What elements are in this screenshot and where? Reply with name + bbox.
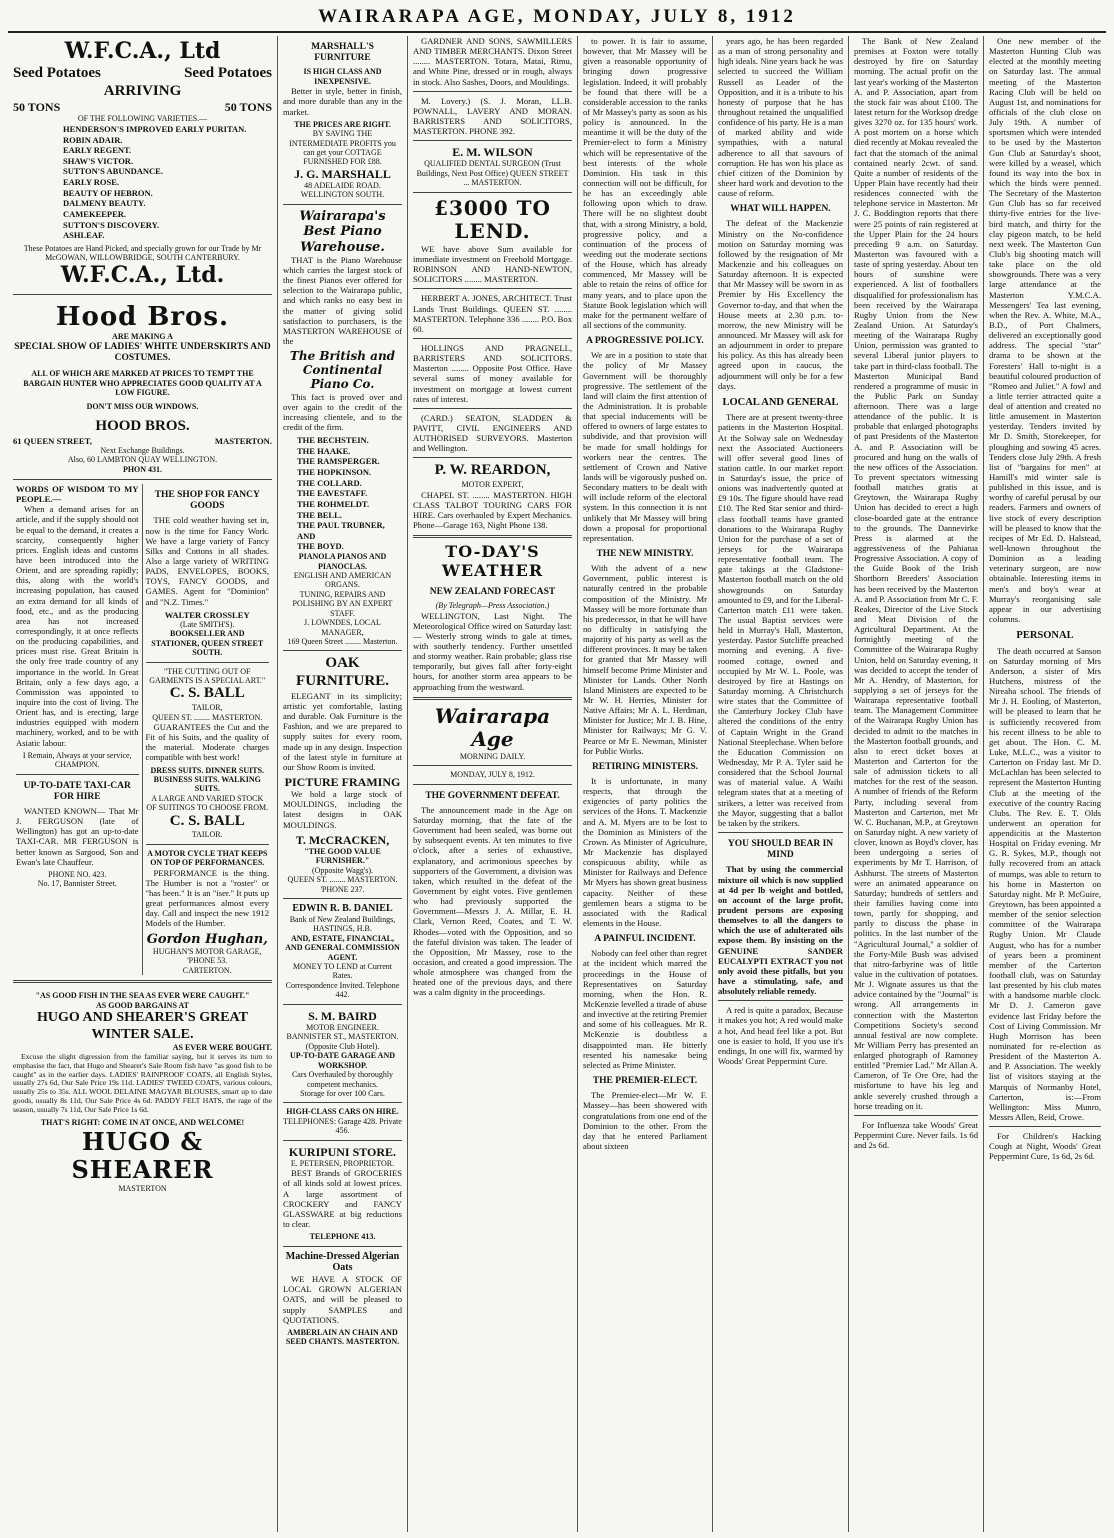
taxi-address: No. 17, Bannister Street.: [37, 879, 117, 889]
defeat-title: THE GOVERNMENT DEFEAT.: [425, 790, 560, 801]
divider: [413, 140, 572, 141]
piano-brand-item: THE EAVESTAFF.: [297, 488, 368, 499]
variety-item: DALMENY BEAUTY.: [63, 198, 146, 209]
piano-fact: This fact is proved over and over again to the credit of the increasing clientele, and to the credit of the firm.: [283, 391, 402, 433]
wilson-trade: QUALIFIED DENTAL SURGEON (Trust Buildings, Next Post Office) QUEEN STREET ... MASTERTON.: [416, 159, 569, 188]
reardon-text: CHAPEL ST. ........ MASTERTON. HIGH CLASS TALBOT TOURING CARS FOR HIRE. Cars overhauled by Expert Mechanics. Phone—Garage 163, Night Phone 138.: [413, 489, 572, 530]
baird-trade: MOTOR ENGINEER.: [306, 1022, 379, 1032]
influenza-note: For Influenza take Woods' Great Peppermint Cure. Never fails. 1s 6d and 2s 6d.: [854, 1119, 978, 1151]
baird-name: S. M. BAIRD: [308, 1008, 377, 1023]
hugo-ad: [13, 988, 272, 1199]
marshall-saving: BY SAVING THE INTERMEDIATE PROFITS you can get your COTTAGE FURNISHED FOR £88.: [289, 129, 396, 167]
happen-text: The defeat of the Mackenzie Ministry on the No-confidence motion on Saturday morning was followed by the resignation of Mr Mackenzie and his colleagues on Saturday afternoon. It is expected that Mr Massey will be sworn in as Premier by His Excellency the Governor to-day, and that when the House meets at 2.30 p.m. to-morrow, the new Ministry will be announced. Mr Massey will ask for an adjournment in order to prepare his policy. As this has already been agreed upon in caucus, the adjournment will only be for a few days.: [718, 218, 843, 391]
piano-tuning: TUNING, REPAIRS AND POLISHING BY AN EXPERT STAFF.: [292, 589, 393, 618]
paper-sub: MORNING DAILY.: [459, 751, 526, 761]
baird-storage: Storage for over 100 Cars.: [300, 1088, 385, 1098]
motor-title: A MOTOR CYCLE THAT KEEPS ON TOP OF PERFORMANCES.: [147, 848, 268, 868]
divider: [413, 408, 572, 409]
c7-main-text: One new member of the Masterton Hunting Club was elected at the monthly meeting on Saturday last. The annual meeting of the Masterton Racing Club will be held on August 1st, and nominations for officials of the club close on July 19th. A number of sportsmen which were intended to be used by the Masterton Gun Club at Saturday's shoot, were killed by a weasel, which found its way into the box in which the birds were penned. The Secretary of the Masterton Gun Club has so far received thirty-five entries for the live-bird match, and thirty for the clay pigeon match, to be held next week. The Masterton Gun Club's big shooting match will take place on the old showgrounds. There was a very large attendance at the Masterton Y.M.C.A. Messengers' Tea last evening, when the Rev. A. White, M.A., B.D., of Port Chalmers, delivered an exceptionally good address. The special "star" drama to be shown at the Foresters' Hall to-night is a beautiful coloured production of "Romeo and Juliet." A fowl and a little terrier attracted quite a deal of attention and created no little amusement in Masterton yesterday. Tenders invited by Mr D. Smith, Storekeeper, for ploughing and sowing 45 acres. Tenders close July 29th. A fresh list of "bargains for men" at Hamill's mid winter sale is published in this issue, and is worthy of careful perusal by our readers. Farmers and owners of live stock of every description will be pleased to know that the recipes of Mr Ed. D. Halstead, well-known throughout the Dominion as a leading veterinary surgeon, are now obtainable. Interesting items in men's and boy's wear at Murray's reorganising sale appear in our advertising columns.: [989, 36, 1101, 625]
daniel-trade: AND, ESTATE, FINANCIAL, AND GENERAL COMMISSION AGENT.: [285, 933, 400, 962]
column-3: [408, 36, 578, 1532]
personal-title: PERSONAL: [1016, 630, 1074, 642]
progressive-title: A PROGRESSIVE POLICY.: [586, 336, 704, 347]
happen-title: WHAT WILL HAPPEN.: [730, 204, 831, 215]
divider: [146, 662, 270, 663]
weather-tel: (By Telegraph—Press Association.): [435, 601, 550, 611]
varieties-list: [13, 124, 272, 241]
piano-organs: PIANOLA PIANOS AND PIANOCLAS.: [298, 552, 387, 571]
divider: [413, 535, 572, 538]
hood-also: Also, 60 LAMBTON QUAY WELLINGTON.: [67, 455, 218, 465]
premier-text: The Premier-elect—Mr W. F. Massey—has been showered with congratulations from one end of the Dominion to the other. From the day that he entered Parliament about sixteen: [583, 1090, 707, 1151]
seed-right: Seed Potatoes: [184, 64, 272, 81]
piano-brand-item: THE HAAKE.: [297, 445, 351, 456]
bear-text: That by using the commercial mixture oil which is now supplied at 4d per lb weight and bottled, on account of the large profit, prudent persons are exposing themselves to all the dangers to which the use of adulterated oils expose them. By insisting on the GENUINE SANDER EUCALYPTI EXTRACT you not only avoid these pitfalls, but you have a stimulating, safe, and absolutely reliable remedy.: [718, 864, 843, 997]
potato-note: These Potatoes are Hand Picked, and specially grown for our Trade by Mr McGOWAN, WILLOWBRIDGE, SOUTH CANTERBURY.: [23, 243, 262, 263]
hood-title: Hood Bros.: [55, 301, 230, 332]
bear-title: YOU SHOULD BEAR IN MIND: [727, 838, 834, 861]
kuripuni-text: BEST Brands of GROCERIES of all kinds sold at lowest prices. A large assortment of CROCKERY and FANCY GLASSWARE at big reductions to clear.: [283, 1168, 402, 1230]
ball-name: C. S. BALL: [169, 685, 245, 702]
words-text: When a demand arises for an article, and if the supply should not be equal to the demand, it creates a scarcity, consequently higher prices. English ideas and customs have been introduced into the Orient, and are spreading rapidly; this, along with the world's increasing population, has caused an extra demand for all kinds of food, etc., and as the producing area has not increased correspondingly, it at once reflects on the producing capabilities, and prices must rise. Great Britain is the only free trade country of any importance in the world. In Great Britain, only a few days ago, a Commission was appointed to inquire into the cost of living. The Orient has, and is erecting, large industries equipped with modern machinery, worked, and to be with Asiatic labour.: [16, 504, 139, 748]
wfca-title: W.F.C.A., Ltd: [64, 38, 221, 64]
picture-title: PICTURE FRAMING: [284, 774, 401, 789]
ball-street: QUEEN ST. ........ MASTERTON.: [152, 712, 263, 722]
wfca-ad: [13, 36, 272, 295]
weather-text: WELLINGTON, Last Night. The Meteorological Office wired on Saturday last:— Westerly strong winds to gale at times, with southerly tendency. Further unsettled and stormy weather. Rain probable; glass rise temporarily, but gives fall after forty-eight hours, for another storm area appears to be approaching from the westward.: [413, 610, 572, 692]
mccracken-opp: (Opposite Wagg's).: [311, 865, 374, 875]
divider: [283, 1246, 402, 1247]
words-title: WORDS OF WISDOM TO MY PEOPLE.—: [16, 484, 139, 505]
hood-street: 61 QUEEN STREET,: [13, 435, 92, 446]
variety-item: CAMEKEEPER.: [63, 208, 127, 219]
lend-text: WE have above Sum available for immediate investment on Freehold Mortgage. ROBINSON AND HAND-NEWTON, SOLICITORS ........ MASTERTON.: [413, 243, 572, 285]
divider: [283, 898, 402, 899]
ball-tag: "THE CUTTING OUT OF GARMENTS IS A SPECIAL ART.": [149, 666, 266, 686]
oats-text: WE HAVE A STOCK OF LOCAL GROWN ALGERIAN OATS, and will be pleased to supply SAMPLES and QUOTATIONS.: [283, 1274, 402, 1325]
progressive-text: We are in a position to state that the policy of Mr Massey Government will be thoroughly progressive. The settlement of the land will claim the first attention of the Administration. It is probable that special inducements will be offered to owners of large estates to subdivide, and that provision will be made for small holdings for workers near the centres. The settlement of Crown and Native lands will be vigorously pushed on. Secondary matters to be dealt with will include reform of the electoral system. In this connection it is not unlikely that Mr Massey will bring down a proposal for proportional representation.: [583, 350, 707, 543]
retiring-title: RETIRING MINISTERS.: [591, 761, 699, 772]
divider: [283, 1140, 402, 1141]
hugo-text: Excuse the slight digression from the familiar saying, but it serves its turn to emphasise the fact, that Hugo and Shearer's Sale Room fish have "as good fish to be caught" as in the earlier days. LADIES' RAINPROOF COATS, all English Styles, usually 27s 6d, Our Sale Price 19s 11d. LADIES' TWEED COATS, various colours, usually 25s to 35s. ALL WOOL DELAINE MAGYAR BLOUSES, smart up to date goods, usually 8s 11d, Our Sale Price 4s 6d. PADDY FELT HATS, the rage of the season, usually 7s 11d, Our Sale Price 1s 6d.: [13, 1051, 272, 1115]
wfca-footer: W.F.C.A., Ltd.: [60, 261, 225, 288]
varieties-intro: OF THE FOLLOWING VARIETIES.—: [77, 114, 208, 124]
divider: [13, 980, 272, 983]
seed-left: Seed Potatoes: [13, 64, 101, 81]
piano-co: The British and Continental Piano Co.: [289, 349, 396, 392]
column-4: [578, 36, 713, 1532]
reardon-trade: MOTOR EXPERT,: [461, 480, 524, 490]
fish-bargains: AS GOOD BARGAINS AT: [96, 1000, 189, 1010]
piano-brand-item: THE HOPKINSON.: [297, 467, 372, 478]
kuripuni-phone: TELEPHONE 413.: [309, 1232, 376, 1242]
c5-main-text: years ago, he has been regarded as a man of strong personality and high ideals. Nine years back he was selected to succeed the William Russell as Leader of the Opposition, and it is a tribute to his honesty of purpose that he has throughout retained the unqualified confidence of his party. He is a man of marked ability and wide sympathies, with a natural adherence to all that savours of corruption. He has won his place as chief citizen of the Dominion by sheer hard work and devotion to the cause of reform.: [718, 36, 843, 199]
divider: [16, 774, 139, 775]
divider: [283, 204, 402, 205]
piano-title: Wairarapa's Best Piano Warehouse.: [299, 208, 386, 255]
piano-brand-item: THE ROHMELDT.: [297, 498, 370, 509]
piano-english: ENGLISH AND AMERICAN ORGANS.: [293, 570, 392, 590]
ministry-text: With the advent of a new Government, public interest is naturally centred in the probable composition of the Ministry. Mr Massey will be more fortunate than his predecessor, in that he will have no difficulty in satisfying the majority of his party as well as the different provinces. It may be taken for granted that Mr Massey will himself become Prime Minister and Minister for Lands. Other North Island Ministers are expected to be Mr W. H. Herries, Minister for Native Affairs; Mr A. L. Herdman, Minister for Justice; Mr J. B. Hine, Minister for Railways; Mr G. V. Pearce or Mr E. Newman, Minister for Public Works.: [583, 563, 707, 756]
tons-left: 50 TONS: [13, 100, 61, 115]
col1-left: [13, 484, 143, 975]
wilson-name: E. M. WILSON: [452, 145, 533, 160]
divider: [854, 1115, 978, 1116]
column-5: [713, 36, 849, 1532]
moran-ad: M. Lovery.) (S. J. Moran, LL.B. POWNALL, LAVERY AND MORAN. BARRISTERS AND SOLICITORS, MASTERTON. PHONE 392.: [413, 95, 572, 137]
daniel-bank: Bank of New Zealand Buildings,: [289, 914, 396, 924]
tons-right: 50 TONS: [224, 100, 272, 115]
piano-manager: J. LOWNDES, LOCAL MANAGER,: [304, 618, 381, 637]
column-7: [984, 36, 1106, 1532]
hood-windows: DON'T MISS OUR WINDOWS.: [86, 402, 199, 412]
weather-title: TO-DAY'S WEATHER: [441, 542, 544, 581]
daniel-name: EDWIN R. B. DANIEL: [292, 903, 393, 915]
variety-item: ROBIN ADAIR.: [63, 134, 123, 145]
c4-main-text: to power. It is fair to assume, however, that Mr Massey will be given a reasonable opportunity of bringing down progressive legislation. Indeed, it will probably be found that there will be a considerable accession to the ranks of Mr Massey's party as soon as his policy is announced. In the meantime it will be the duty of the Premier-elect to form a Ministry which will be representative of the best interests of the whole Dominion. His task in this connection will not be difficult, for he has an exceedingly able following upon which to draw. There will be no slightest doubt that, with a strong Ministry, a bold, progressive policy, and a continuation of the process of weeding out the moderate sections of the House, which has already commenced, Mr Massey will be able to retain the reins of office for many years, and to place upon the Statute Book legislation which will make for the permanent welfare of all sections of the community.: [583, 36, 707, 330]
col1-right: [143, 484, 273, 975]
daniel-money: MONEY TO LEND at Current Rates.: [293, 962, 392, 981]
lend-title: £3000 TO LEND.: [434, 195, 551, 244]
taxi-phone: PHONE NO. 423.: [48, 869, 107, 879]
c6-main-text: The Bank of New Zealand premises at Foxton were totally destroyed by fire on Saturday morning. The actual profit on the last year's working of the Masterton A. and P. Association, apart from the stock fair was about £100. The latest return for the Worksop dredge gives 3270 oz. for 135 hours' work. A post mortem on a horse which died recently at Mokau revealed the fact that the stomach of the animal contained nearly 2cwt. of sand. Quite a number of residents of the Upper Plain have recently had their residences connected with the telephone service in Masterton. Mr J. C. Boddington reports that there were 25 points of rain registered at the Upper Plain for the 24 hours preceding 9 a.m. on Saturday. Masterton was favoured with a taste of spring yesterday. About ten hours of sunshine were experienced. A list of footballers disqualified for professionalism has been received by the Wairarapa Rugby Union from the New Zealand Union. At Saturday's meeting of the Wairarapa Rugby Union, permission was granted to several Liberal junior players to take part in third-class football. The Masterton Municipal Band rendered a programme of music in the Public Park on Sunday afternoon. There was a large attendance of the public. It is probable that enlarged photographs of past Presidents of the Masterton A. and P. Association will be procured and hung on the walls of the new offices of the Association. To prevent spectators witnessing football matches gratis at Greytown, the Wairarapa Rugby Union has decided to erect a high close-boarded gate at the entrance to the grounds. The Dannevirke Press is alarmed at the aggressiveness of the Pahiatua Progressive Association. A copy of the Guide Book of the Irish Shorthorn Breeders' Association has been received by the Masterton A. and P. Association from Mr C. F. Reakes, Director of the Live Stock and Meat Division of the Agricultural Department. At the fortnightly meeting of the Committee of the Wairarapa Rugby Union, held on Saturday evening, it was decided to accept the tender of Mr A. Hendry, of Masterton, for supplying a set of jerseys for the Wairarapa representative football team. The Management Committee of the Wairarapa Rugby Union has decided to admit to the matches in the Masterton football grounds, and also to erect ticket boxes at Masterton and Carterton for the sale of admission tickets to all matches for the rest of the season. A number of friends of the Reform Party, including several from Masterton and Carterton, met Mr W. C. Buchanan, M.P., at Greytown on Saturday night. A new variety of clover, known as Boyd's clover, has been undergoing a series of experiments by Mr T. Harrison, of Ashhurst. The streets of Masterton were an animated appearance on Saturday; hundreds of settlers and their families having come into town, partly for shopping, and partly to discuss the phase in politics. In the last number of the "Agricultural Journal," a soldier of the Forty-Mile Bush was advised that nitro-farbyrine was of little value in the cultivation of potatoes. Mr J. Wignate assures us that the advice contained by the "Journal" is wrong. All arrangements in connection with the Masterton Competitions Society's second annual festival are now complete. Mr William Perry has presented an enlarged photograph of Ramoney entitled "Premier Lad." Mr Allan A. Cameron, of Te Ore Ore, had the misfortune to have his leg and ankle severely crushed through a horse treading on it.: [854, 36, 978, 1111]
masthead: WAIRARAPA AGE, MONDAY, JULY 8, 1912: [8, 6, 1106, 33]
premier-title: THE PREMIER-ELECT.: [592, 1076, 698, 1087]
divider: [718, 832, 843, 833]
oats-title: Machine-Dressed Algerian Oats: [285, 1250, 400, 1274]
local-title: LOCAL AND GENERAL: [722, 396, 839, 408]
column-6: [849, 36, 984, 1532]
piano-addr: 169 Queen Street ........ Masterton.: [287, 637, 398, 647]
shop-title: THE SHOP FOR FANCY GOODS: [154, 490, 260, 512]
marshall-name: J. G. MARSHALL: [294, 166, 391, 181]
hood-phone: PHON 431.: [122, 464, 163, 474]
marshall-prices: THE PRICES ARE RIGHT.: [294, 119, 391, 129]
hughan-name: Gordon Hughan,: [146, 931, 268, 947]
divider: [413, 697, 572, 700]
variety-item: EARLY REGENT.: [63, 145, 132, 156]
seed-row: [13, 65, 272, 83]
ball-tailor-2: TAILOR.: [191, 830, 223, 840]
defeat-text: The announcement made in the Age on Saturday morning, that the fate of the Government had been sealed, was borne out by subsequent events. At ten minutes to five o'clock, after a series of exhaustive, explanatory, and acrimonious speeches by supporters of the Government, a division was taken, which resulted in the defeat of the Government by eight votes. Five gentlemen who had previously supported the Government—Messrs J. A. Millar, E. H. Clark, Vernon Reed, Coates, and T. W. Rhodes—voted with the Opposition, and so the fateful division was taken. The leader of the Opposition, Mr Massey, rose to the occasion, and created a good impression. The whole atmosphere was changed from the heated one of the previous days, and there was a calm dignity in the proceedings.: [413, 804, 572, 998]
marshall-sub: IS HIGH CLASS AND INEXPENSIVE.: [303, 67, 382, 86]
divider: [283, 650, 402, 651]
mccracken-addr: QUEEN ST. ........ MASTERTON.: [287, 875, 398, 885]
tons-row: [13, 100, 272, 114]
kuripuni-owner: E. PETERSEN, PROPRIETOR.: [290, 1158, 395, 1168]
divider: [413, 338, 572, 339]
cough-note: For Children's Hacking Cough at Night, Woods' Great Peppermint Cure, 1s 6d, 2s 6d.: [989, 1131, 1101, 1162]
riddle: A red is quite a paradox, Because it makes you hot; A red would make a hot, And head feel like a pot. But one is easier to hold, If you use it's endings, In one will fix, warmed by Woods' Great Peppermint Cure.: [718, 1005, 843, 1066]
hugo-town: MASTERTON: [118, 1184, 167, 1194]
divider: [989, 1126, 1101, 1127]
baird-addr: BANNISTER ST., MASTERTON. (Opposite Club Hotel).: [286, 1032, 399, 1051]
hugo-sub: AS EVER WERE BOUGHT.: [172, 1043, 272, 1053]
piano-brand-item: THE BECHSTEIN.: [297, 435, 369, 446]
kuripuni-title: KURIPUNI STORE.: [288, 1144, 397, 1159]
retiring-text: It is unfortunate, in many respects, that through the exigencies of party politics the services of the Hons. T. Mackenzie and A. M. Myers are to be lost to the Dominion as Ministers of the Crown. As Minister of Agriculture, Mr Mackenzie has displayed conspicuous ability, while as Minister for Railways and Defence Mr Myers has shown great business capacity. Neither of these gentlemen bears a stigma to be associated with the Radical elements in the House.: [583, 776, 707, 928]
oak-title: OAK FURNITURE.: [296, 655, 389, 690]
hood-address-row: [13, 436, 272, 446]
ministry-title: THE NEW MINISTRY.: [596, 548, 694, 559]
crossley-name: WALTER CROSSLEY: [164, 609, 250, 620]
divider: [413, 91, 572, 92]
divider: [283, 1004, 402, 1005]
divider: [413, 288, 572, 289]
seaton-ad: (CARD.) SEATON, SLADDEN & PAVITT, CIVIL ENGINEERS AND AUTHORISED SURVEYORS. Masterton and Wellington.: [413, 412, 572, 454]
column-2: [278, 36, 408, 1532]
mccracken-tag: "THE GOOD VALUE FURNISHER.": [304, 846, 381, 866]
piano-brand-item: THE BELL.: [297, 509, 342, 520]
divider: [413, 457, 572, 458]
marshall-title: MARSHALL'S FURNITURE: [311, 42, 374, 64]
hire-phones: TELEPHONES: Garage 428. Private 456.: [283, 1116, 402, 1136]
shop-text: THE cold weather having set in, now is the time for Fancy Work. We have a large variety of Fancy Silks and Cottons in all shades. Also a large variety of WRITING PADS, ENVELOPES, BOOKS, TOYS, FANCY GOODS, and GAMES. Agent for "Dominion" and "N.Z. Times.": [145, 515, 269, 607]
hood-marked: ALL OF WHICH ARE MARKED AT PRICES TO TEMPT THE BARGAIN HUNTER WHO APPRECIATES GOOD QUALITY AT A LOW FIGURE.: [23, 369, 262, 398]
paper-title: Wairarapa Age: [434, 703, 551, 752]
hood-name: HOOD BROS.: [95, 417, 190, 434]
hollings-ad: HOLLINGS AND PRAGNELL, BARRISTERS AND SOLICITORS. Masterton ........ Opposite Post Office. Have several sums of money available for investment on mortgage at lowest current rates of interest.: [413, 343, 572, 404]
marshall-addr: 48 ADELAIDE ROAD.: [304, 181, 381, 191]
divider: [283, 1102, 402, 1103]
variety-item: SUTTON'S ABUNDANCE.: [63, 166, 163, 177]
hood-making: ARE MAKING A: [112, 332, 173, 342]
piano-brand-item: THE RAMSPERGER.: [297, 456, 380, 467]
piano-brand-item: THE PAUL TRUBNER, AND: [297, 520, 385, 541]
hugo-logo: HUGO & SHEARER: [71, 1126, 214, 1185]
piano-text: THAT is the Piano Warehouse which carries the largest stock of the finest Pianos ever offered for selection to the Wairarapa public, and which ranks no easy best in the matter of giving solid satisfaction to purchasers, is the MASTERTON WAREHOUSE of the: [283, 254, 402, 347]
picture-text: We hold a large stock of MOULDINGS, including the latest designs in OAK MOULDINGS.: [283, 789, 402, 830]
ball-text: GUARANTEES the Cut and the Fit of his Suits, and the quality of the material. Moderate charges compatible with best work!: [145, 722, 269, 763]
personal-text: The death occurred at Sanson on Saturday morning of Mrs Anderson, a sister of Mrs Hutchens, mistress of the Nireaha school. The friends of Mr J. H. Eooling, of Masterton, will be pleased to learn that he is sufficiently recovered from his recent illness to be able to get about. The Hon. C. M. Luke, M.L.C., was a visitor to Carterton on Friday last. Mr D. McLachlan has been selected to represent the Masterton Hunting Club at the meeting of the executive of the country Racing Clubs. The Rev. E. T. Olds underwent an operation for appendicitis at the Masterton Hospital on Friday evening. Mr G. R. Sykes, M.P., though not fully recovered from an attack of mumps, was able to return to his home in Masterton on Saturday night. Mr P. McGuire, Greytown, has been appointed a member of the senior selection committee of the Wairarapa Rugby Union. Mr Claude August, who has for a number of years been a prominent member of the Carterton football club, was on Saturday last presented by his club mates with a handsome marble clock. Mr D. J. Cameron gave evidence last Friday before the Cost of Living Commission. Mr Hugh Morrison has been nominated for re-election as President of the Masterton A. and P. Association. The weekly list of visitors staying at the Marquis of Normanby Hotel, Carterton, is:—From Wellington: Miss Munro, Messrs Allen, Reid, Crowe.: [989, 645, 1101, 1122]
taxi-text: WANTED KNOWN— That Mr J. FERGUSON (late of Wellington) has got an up-to-date TAXI-CAR. MR FERGUSON is better known as Sargood, Son and Ewan's late Chauffeur.: [16, 805, 139, 867]
divider: [413, 192, 572, 193]
variety-item: ASHLEAF.: [63, 230, 105, 241]
crossley-late: (Late SMITH'S).: [180, 619, 235, 629]
marshall-town: WELLINGTON SOUTH.: [300, 190, 385, 200]
oats-firm: AMBERLAIN AN CHAIN AND SEED CHANTS. MASTERTON.: [285, 1327, 400, 1347]
baird-garage: UP-TO-DATE GARAGE AND WORKSHOP.: [289, 1051, 396, 1070]
variety-item: SHAW'S VICTOR.: [63, 155, 134, 166]
ball-stock: A LARGE AND VARIED STOCK OF SUITINGS TO CHOOSE FROM.: [146, 793, 269, 813]
piano-brands: [283, 435, 402, 552]
baird-cars: Cars Overhauled by thoroughly competent mechanics.: [291, 1070, 394, 1089]
taxi-title: UP-TO-DATE TAXI-CAR FOR HIRE: [23, 780, 131, 802]
hughan-town: CARTERTON.: [182, 965, 232, 975]
arriving: ARRIVING: [103, 82, 182, 99]
divider: [413, 784, 572, 785]
hughan-phone: 'PHONE 53.: [187, 956, 228, 966]
daniel-town: HASTINGS, H.B.: [313, 924, 372, 934]
painful-text: Nobody can feel other than regret at the incident which marred the proceedings in the House of Representatives on Saturday morning, when the Hon. R. McKenzie levelled a tirade of abuse and invective at the retiring Premier and some of his colleagues. Mr R. McKenzie is doubtless a disappointed man. He bitterly resented his namesake being selected as Prime Minister.: [583, 948, 707, 1070]
crossley-trade: BOOKSELLER AND STATIONER, QUEEN STREET SOUTH.: [151, 629, 264, 658]
ball-tailor: TAILOR,: [191, 703, 223, 713]
daniel-corr: Correspondence Invited. Telephone 442.: [285, 980, 400, 1000]
variety-item: HENDERSON'S IMPROVED EARLY PURITAN.: [63, 123, 247, 134]
divider: [413, 765, 572, 766]
local-text: There are at present twenty-three patients in the Masterton Hospital. At the Solway sale on Wednesday next the Associated Auctioneers will offer several good lines of station cattle. In our market report in Saturday's issue, the price of onions was inadvertently quoted at £9 10s. The figure should have read £10. The Red Star senior and third-class football teams have granted donations to the Wairarapa Rugby Union for the purchase of a set of jerseys for the Wairarapa representative football team. The gate takings at the Gladstone-Masterton football match on the old showgrounds on Saturday amounted to £9, and for the Liberal-Carterton match £11 were taken. The usual Baptist services were held in Murray's Hall, Masterton, yesterday. Pastor Sutcliffe preached morning and evening. A five-roomed cottage, owned and occupied by Mr W. L. Poole, was destroyed by fire at Hastings on Saturday morning. A Christchurch wire states that the Committee of the Canterbury Jockey Club have altered the conditions of the entry of Captain Wright in the Grand National Steeplechase. When before the Education Commission on Wednesday, Mr P. A. Tyler said he considered that the School Journal was of material value. A Waihi telegram states that at a meeting of strikers, a letter was received from the Mayor, suggesting that a ballot be taken by the strikers.: [718, 412, 843, 828]
ball-suits: DRESS SUITS. DINNER SUITS. BUSINESS SUITS. WALKING SUITS.: [150, 765, 265, 794]
piano-brand-item: THE COLLARD.: [297, 477, 362, 488]
hughan-garage: HUGHAN'S MOTOR GARAGE,: [152, 946, 262, 956]
piano-brand-item: THE BOYD.: [297, 541, 344, 552]
motor-text: PERFORMANCE is the thing. The Humber is not a "roster" or "has been." It is an "iser." It puts up great performances almost every day. Call and inspect the new 1912 Models of the Humber.: [145, 867, 269, 929]
words-sign: I Remain, Always at your service, CHAMPION.: [22, 750, 132, 770]
col1-split: [13, 484, 272, 975]
columns: [8, 36, 1106, 1532]
variety-item: BEAUTY OF HEBRON.: [63, 187, 153, 198]
jones-ad: HERBERT A. JONES, ARCHITECT. Trust Lands Trust Buildings. QUEEN ST. ........ MASTERTON. Telephone 336 ........ P.O. Box 60.: [413, 293, 572, 334]
fish-tag: "AS GOOD FISH IN THE SEA AS EVER WERE CAUGHT.": [35, 991, 250, 1001]
hood-special: SPECIAL SHOW OF LADIES' WHITE UNDERSKIRTS AND COSTUMES.: [14, 341, 271, 363]
oak-text: ELEGANT in its simplicity; artistic yet comfortable, lasting and durable. Oak Furniture is the Fashion, and we are prepared to supply suites for every room, made up in any design. Inspection of the latest style in furniture at our Show Room is invited.: [283, 690, 402, 772]
ball-name-2: C. S. BALL: [169, 812, 245, 829]
mccracken-name: T. McCRACKEN,: [295, 832, 390, 847]
divider: [146, 844, 270, 845]
variety-item: EARLY ROSE.: [63, 177, 120, 188]
hire-title: HIGH-CLASS CARS ON HIRE.: [286, 1107, 399, 1117]
gardner-ad: GARDNER AND SONS, SAWMILLERS AND TIMBER MERCHANTS. Dixon Street ........ MASTERTON. Totara, Matai, Rimu, and White Pine, dressed or in rough, always in stock. Also Sashes, Doors, and Mouldings.: [413, 36, 572, 87]
hugo-come: THAT'S RIGHT: COME IN AT ONCE, AND WELCOME!: [40, 1118, 245, 1128]
painful-title: A PAINFUL INCIDENT.: [594, 934, 696, 945]
column-1: [8, 36, 278, 1532]
mccracken-phone: 'PHONE 237.: [320, 884, 365, 894]
marshall-text: Better in style, better in finish, and more durable than any in the market.: [283, 86, 402, 117]
hood-town: MASTERTON.: [214, 435, 272, 446]
reardon-name: P. W. REARDON,: [434, 462, 551, 479]
hugo-title: HUGO AND SHEARER'S GREAT WINTER SALE.: [37, 1010, 248, 1042]
divider: [718, 1000, 843, 1001]
hood-next: Next Exchange Buildings.: [100, 445, 185, 455]
variety-item: SUTTON'S DISCOVERY.: [63, 219, 160, 230]
weather-sub: NEW ZEALAND FORECAST: [429, 586, 556, 597]
paper-date: MONDAY, JULY 8, 1912.: [450, 770, 535, 780]
hood-ad: [13, 299, 272, 480]
